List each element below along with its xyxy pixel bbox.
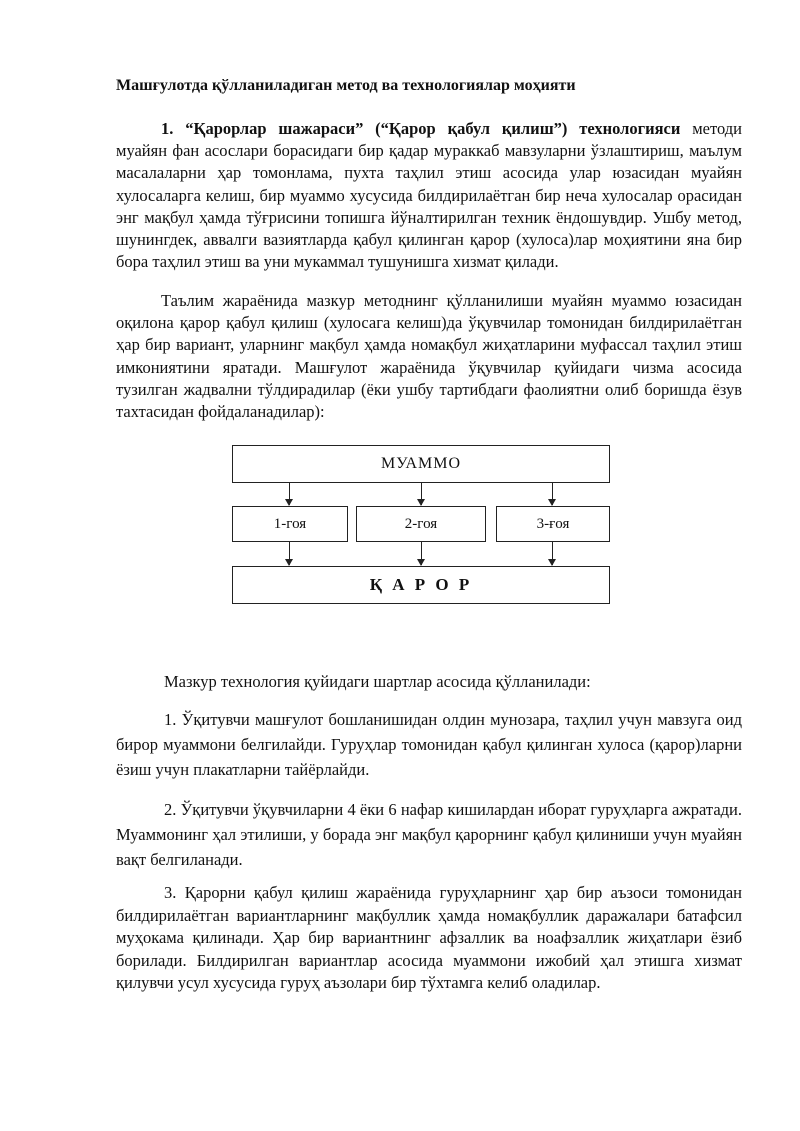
- problem-label: МУАММО: [380, 455, 462, 472]
- page-title: Машғулотда қўлланиладиган метод ва технологиялар моҳияти: [116, 77, 576, 94]
- arrow-down-icon: [289, 542, 290, 565]
- idea-label-1: 1-гоя: [273, 515, 307, 532]
- idea-box-3: [496, 506, 610, 542]
- idea-box-2: [356, 506, 486, 542]
- problem-box: [232, 445, 610, 483]
- arrow-down-icon: [289, 483, 290, 505]
- decision-box: [232, 566, 610, 604]
- decision-label: Қ А Р О Р: [369, 575, 473, 594]
- condition-item-3: 3. Қарорни қабул қилиш жараёнида гуруҳларнинг ҳар бир аъзоси томонидан билдирилаётган вариантларнинг мақбуллик ҳамда номақбуллик даражалари батафсил муҳокама қилинади. Ҳар бир вариантнинг афзаллик ва ноафзаллик жиҳатлари ёзиб борилади. Билдирилган вариантлар асосида муаммони ижобий ҳал этишга хизмат қилувчи усул хусусида гуруҳ аъзолари бир тўхтамга келиб оладилар.: [116, 883, 742, 992]
- paragraph-2: Таълим жараёнида мазкур методнинг қўлланилиши муайян муаммо юзасидан оқилона қарор қабул қилиш (хулосага келиш)да ўқувчилар томонидан билдирилаётган ҳар бир вариант, уларнинг мақбул ҳамда номақбул жиҳатларини муфассал таҳлил этиш имкониятини яратади. Машғулот жараёнида ўқувчилар қуйидаги чизма асосида тузилган жадвални тўлдирадилар (ёки ушбу тартибдаги фаолиятни олиб боришда ёзув тахтасидан фойдаланадилар):: [116, 291, 742, 422]
- conditions-intro: Мазкур технология қуйидаги шартлар асосида қўлланилади:: [164, 672, 591, 691]
- idea-label-3: 3-ғоя: [536, 515, 570, 532]
- arrow-down-icon: [552, 542, 553, 565]
- arrow-down-icon: [421, 483, 422, 505]
- idea-label-2: 2-гоя: [404, 515, 438, 532]
- arrow-down-icon: [552, 483, 553, 505]
- condition-item-1: 1. Ўқитувчи машғулот бошланишидан олдин мунозара, таҳлил учун мавзуга оид бирор муаммони белгилайди. Гуруҳлар томонидан қабул қилинган хулоса (қарор)ларни ёзиш учун плакатларни тайёрлайди.: [116, 710, 742, 779]
- section-1-paragraph: [116, 118, 742, 273]
- idea-box-1: [232, 506, 348, 542]
- section-1-body: методи муайян фан асослари борасидаги бир қадар мураккаб мавзуларни ўзлаштириш, маълум масалаларни ҳар томонлама, пухта таҳлил этиш асосида улар юзасидан муайян хулосаларга келиш, бир муаммо хусусида билдирилаётган бир неча хулосалар орасидан энг мақбул ҳамда тўғрисини топишга йўналтирилган техник ёндошувдир. Ушбу метод, шунингдек, аввалги вазиятларда қабул қилинган қарор (хулоса)лар моҳиятини яна бир бора таҳлил этиш ва уни мукаммал тушунишга хизмат қилади.: [116, 119, 742, 272]
- arrow-down-icon: [421, 542, 422, 565]
- decision-tree-diagram: [228, 442, 614, 608]
- condition-item-2: 2. Ўқитувчи ўқувчиларни 4 ёки 6 нафар кишилардан иборат гуруҳларга ажратади. Муаммонинг ҳал этилиши, у борада энг мақбул қарорнинг қабул қилиниши учун муайян вақт белгиланади.: [116, 800, 742, 869]
- section-1-lead: 1. “Қарорлар шажараси” (“Қарор қабул қилиш”) технологияси: [161, 119, 681, 138]
